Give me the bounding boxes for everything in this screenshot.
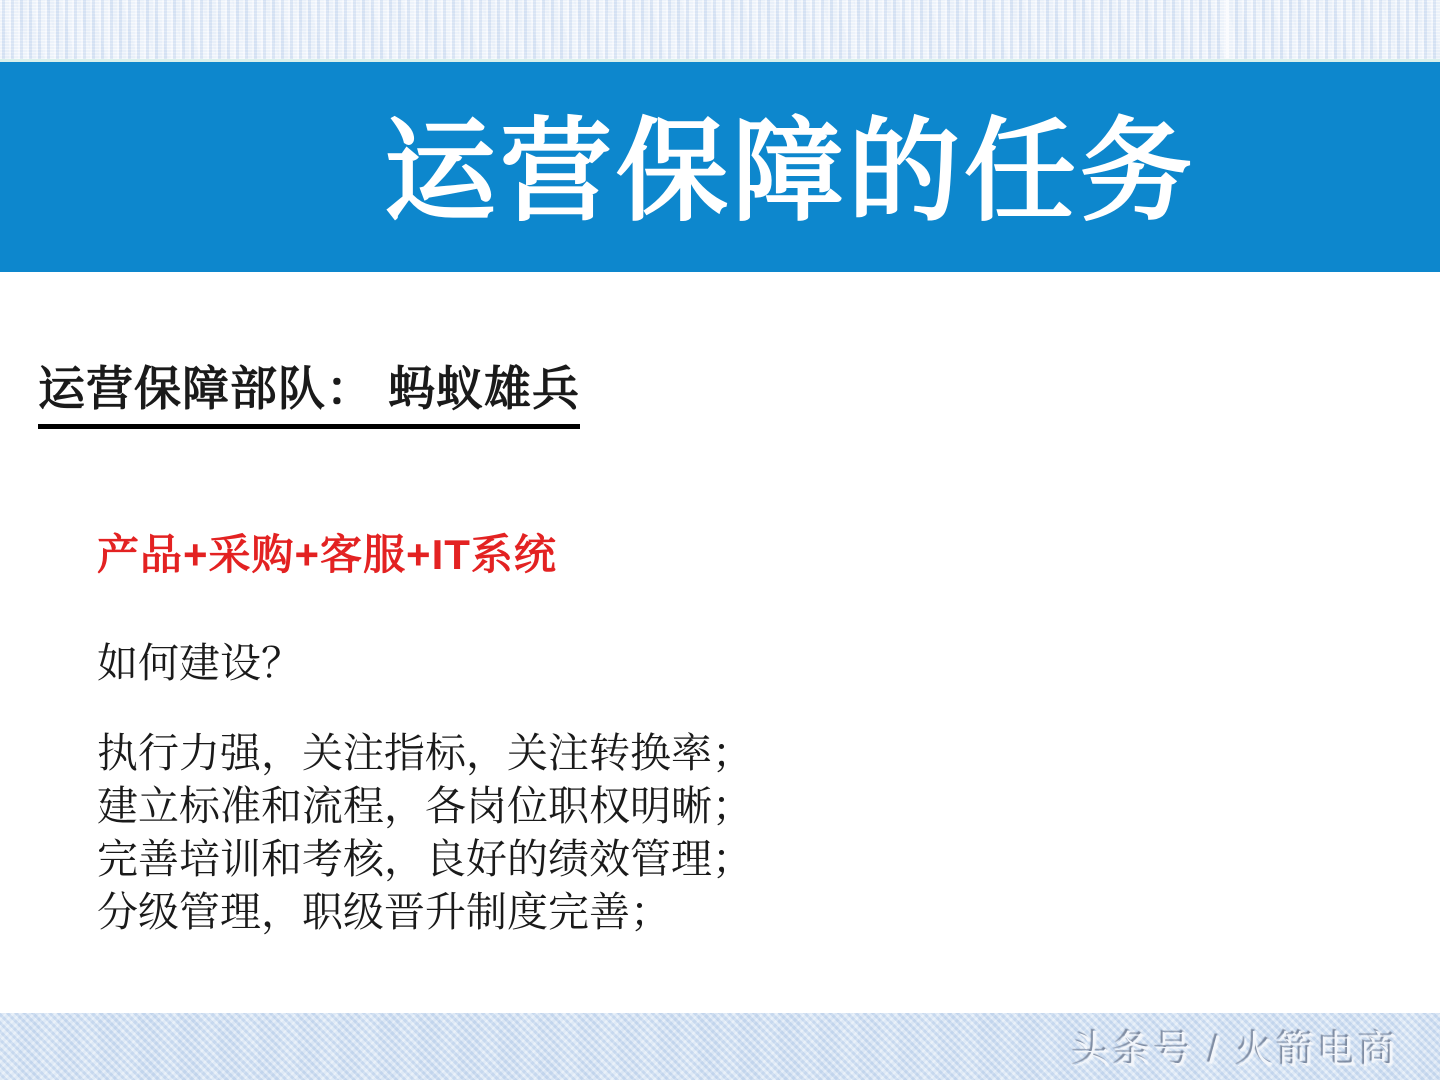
slide-title: 运营保障的任务 xyxy=(384,109,1196,234)
body-line: 执行力强，关注指标，关注转换率； xyxy=(97,730,753,776)
formula-text: 产品+采购+客服+IT系统 xyxy=(97,531,557,578)
section-heading: 运营保障部队： 蚂蚁雄兵 xyxy=(38,352,580,429)
title-band xyxy=(0,62,1440,272)
question-text: 如何建设？ xyxy=(97,640,302,686)
watermark-text: 头条号 / 火箭电商 xyxy=(1072,1030,1400,1072)
body-line: 完善培训和考核，良好的绩效管理； xyxy=(97,836,753,882)
body-line: 分级管理，职级晋升制度完善； xyxy=(97,889,671,935)
texture-seam xyxy=(1226,0,1229,62)
texture-strip-bottom xyxy=(0,1013,1440,1080)
body-text-block xyxy=(97,727,753,939)
texture-strip-top xyxy=(0,0,1440,62)
body-line: 建立标准和流程，各岗位职权明晰； xyxy=(97,783,753,829)
